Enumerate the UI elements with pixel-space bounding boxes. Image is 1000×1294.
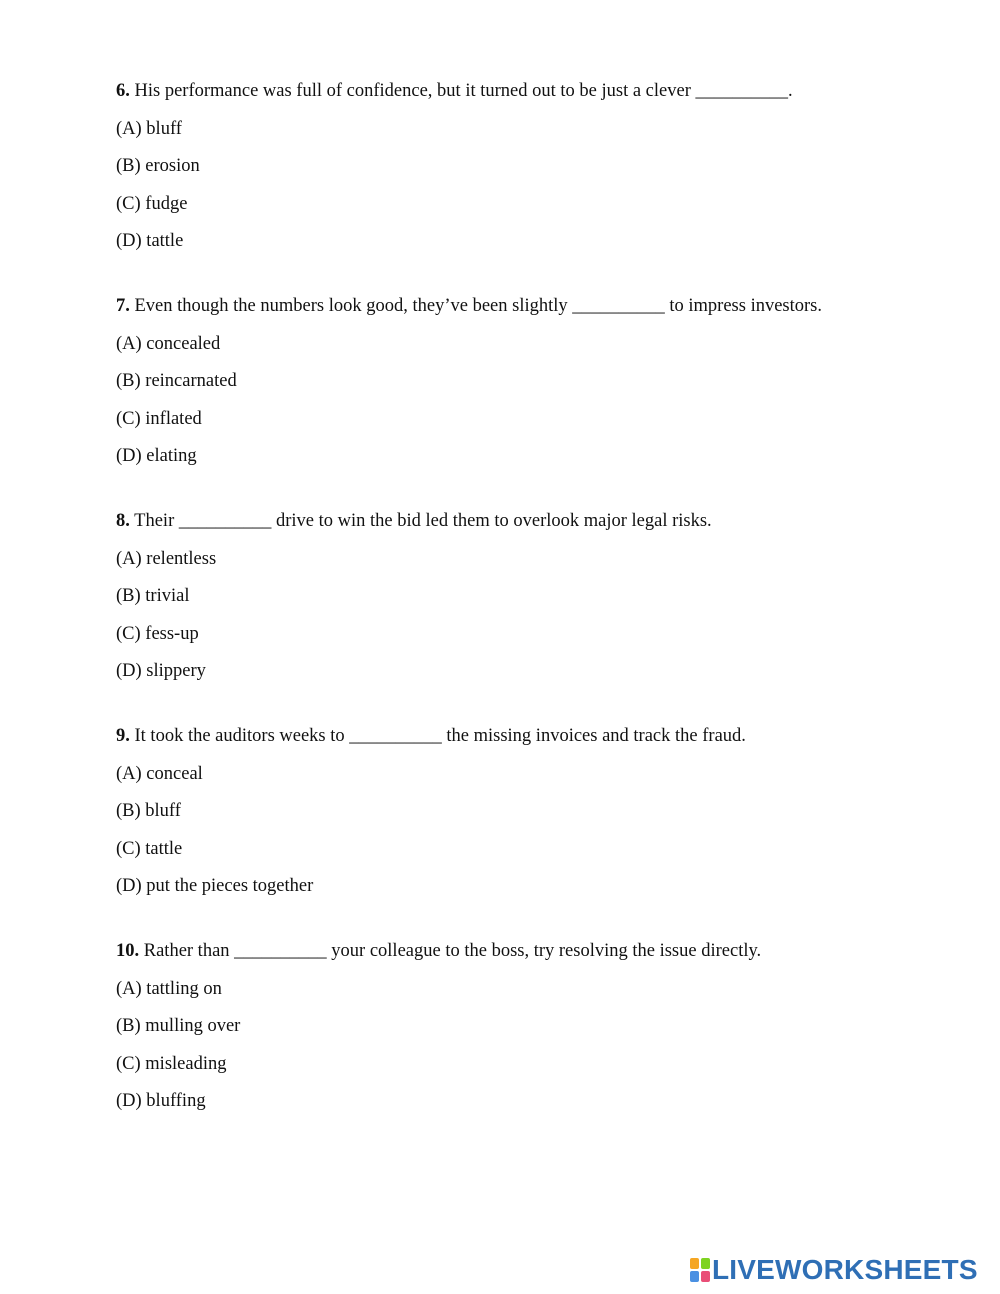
question-prompt (116, 722, 936, 750)
question-prompt (116, 507, 936, 535)
question-text: It took the auditors weeks to __________ the missing invoices and track the fraud. (129, 726, 746, 746)
worksheet (116, 77, 936, 1152)
option-d[interactable]: (D) tattle (116, 231, 184, 251)
mark-tile (701, 1258, 710, 1269)
liveworksheets-mark-icon (690, 1258, 710, 1282)
option-b[interactable]: (B) bluff (116, 801, 181, 821)
question-text: Even though the numbers look good, they’ve been slightly __________ to impress investors. (129, 296, 822, 316)
question-number: 7. (116, 296, 130, 316)
option-c[interactable]: (C) fess-up (116, 623, 199, 644)
option-b[interactable]: (B) erosion (116, 156, 200, 176)
question-text: Rather than __________ your colleague to the boss, try resolving the issue directly. (139, 941, 762, 961)
question-7 (116, 292, 936, 470)
question-prompt (116, 937, 936, 965)
mark-tile (701, 1271, 710, 1282)
option-c[interactable]: (C) inflated (116, 408, 202, 429)
mark-tile (690, 1271, 699, 1282)
option-d[interactable]: (D) put the pieces together (116, 876, 314, 896)
question-number: 6. (116, 81, 130, 101)
question-10 (116, 937, 936, 1115)
question-text: Their __________ drive to win the bid led them to overlook major legal risks. (129, 511, 712, 531)
option-a[interactable]: (A) conceal (116, 763, 203, 784)
question-prompt (116, 292, 936, 320)
option-d[interactable]: (D) elating (116, 446, 197, 466)
question-text: His performance was full of confidence, but it turned out to be just a clever __________. (129, 81, 793, 101)
mark-tile (690, 1258, 699, 1269)
option-b[interactable]: (B) mulling over (116, 1016, 241, 1036)
question-prompt (116, 77, 936, 105)
question-8 (116, 507, 936, 685)
liveworksheets-logo (690, 1255, 978, 1285)
question-6 (116, 77, 936, 255)
question-number: 8. (116, 511, 130, 531)
option-a[interactable]: (A) bluff (116, 118, 182, 139)
option-d[interactable]: (D) bluffing (116, 1091, 206, 1111)
option-b[interactable]: (B) reincarnated (116, 371, 237, 391)
brand-name: LIVEWORKSHEETS (712, 1254, 978, 1285)
question-number: 9. (116, 726, 130, 746)
option-d[interactable]: (D) slippery (116, 661, 206, 681)
option-a[interactable]: (A) relentless (116, 548, 217, 569)
option-c[interactable]: (C) fudge (116, 193, 188, 214)
option-a[interactable]: (A) concealed (116, 333, 221, 354)
option-a[interactable]: (A) tattling on (116, 978, 222, 999)
option-c[interactable]: (C) tattle (116, 838, 183, 859)
option-b[interactable]: (B) trivial (116, 586, 190, 606)
option-c[interactable]: (C) misleading (116, 1053, 227, 1074)
question-number: 10. (116, 941, 140, 961)
question-9 (116, 722, 936, 900)
